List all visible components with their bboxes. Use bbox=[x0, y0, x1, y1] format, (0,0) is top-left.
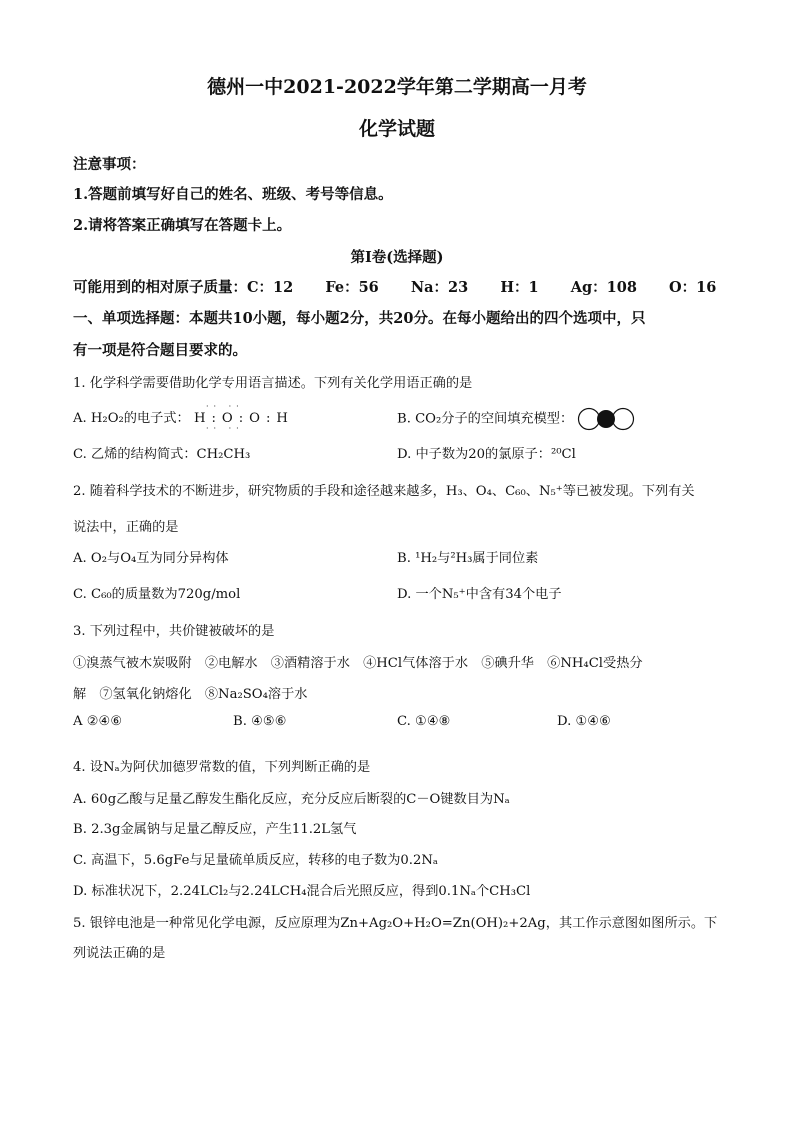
q3-option-c: C. ①④⑧ bbox=[397, 714, 451, 729]
q2-option-c: C. C₆₀的质量数为720g/mol bbox=[73, 587, 241, 602]
q5-stem-1: 5. 银锌电池是一种常见化学电源，反应原理为Zn+Ag₂O+H₂O=Zn(OH)₂+2Ag，其工作示意图如图所示。下 bbox=[73, 916, 718, 931]
q5-stem-2: 列说法正确的是 bbox=[73, 946, 166, 961]
subject-title: 化学试题 bbox=[358, 118, 435, 140]
section-instructions-2: 有一项是符合题目要求的。 bbox=[73, 342, 247, 359]
q3-items-2: 解 ⑦氢氧化钠熔化 ⑧Na₂SO₄溶于水 bbox=[73, 687, 308, 702]
q4-option-d: D. 标准状况下，2.24LCl₂与2.24LCH₄混合后光照反应，得到0.1Nₐ个CH₃Cl bbox=[73, 884, 531, 899]
notice-item-1: 1.答题前填写好自己的姓名、班级、考号等信息。 bbox=[73, 186, 393, 203]
q2-option-a: A. O₂与O₄互为同分异构体 bbox=[73, 551, 229, 566]
notice-heading: 注意事项： bbox=[73, 156, 146, 173]
q2-stem-1: 2. 随着科学技术的不断进步，研究物质的手段和途径越来越多，H₃、O₄、C₆₀、N₅⁺等已被发现。下列有关 bbox=[73, 484, 695, 499]
section-title: 第I卷(选择题) bbox=[350, 249, 444, 266]
q4-option-c: C. 高温下，5.6gFe与足量硫单质反应，转移的电子数为0.2Nₐ bbox=[73, 853, 438, 868]
q1-option-b: B. CO₂分子的空间填充模型： bbox=[397, 407, 635, 431]
q3-option-a: A ②④⑥ bbox=[73, 714, 123, 729]
q4-stem: 4. 设Nₐ为阿伏加德罗常数的值，下列判断正确的是 bbox=[73, 760, 371, 775]
q1-stem: 1. 化学科学需要借助化学专用语言描述。下列有关化学用语正确的是 bbox=[73, 376, 473, 391]
q1-option-a: A. H₂O₂的电子式： ·· ·· H:O:O:H ·· ·· bbox=[73, 402, 294, 433]
q2-option-d: D. 一个N₅⁺中含有34个电子 bbox=[397, 587, 562, 602]
mass-h: H：1 bbox=[500, 279, 539, 296]
notice-item-2: 2.请将答案正确填写在答题卡上。 bbox=[73, 217, 292, 234]
section-instructions-1: 一、单项选择题：本题共10小题，每小题2分，共20分。在每小题给出的四个选项中，只 bbox=[73, 310, 646, 327]
q3-items-1: ①溴蒸气被木炭吸附 ②电解水 ③酒精溶于水 ④HCl气体溶于水 ⑤碘升华 ⑥NH₄Cl受热分 bbox=[73, 656, 643, 671]
atomic-masses bbox=[73, 276, 716, 297]
mass-c: 可能用到的相对原子质量：C：12 bbox=[73, 279, 294, 296]
mass-fe: Fe：56 bbox=[325, 279, 379, 296]
h2o2-lewis-structure: ·· ·· H:O:O:H ·· ·· bbox=[193, 402, 294, 433]
co2-space-filling-model-icon bbox=[577, 407, 635, 431]
q3-option-d: D. ①④⑥ bbox=[557, 714, 611, 729]
mass-na: Na：23 bbox=[410, 279, 469, 296]
q3-stem: 3. 下列过程中，共价键被破坏的是 bbox=[73, 624, 275, 639]
q1-option-c: C. 乙烯的结构简式：CH₂CH₃ bbox=[73, 447, 251, 462]
mass-ag: Ag：108 bbox=[570, 279, 637, 296]
mass-o: O：16 bbox=[669, 279, 717, 296]
exam-title: 德州一中2021-2022学年第二学期高一月考 bbox=[207, 76, 587, 98]
q1-option-d: D. 中子数为20的氯原子：²⁰Cl bbox=[397, 447, 576, 462]
q2-stem-2: 说法中，正确的是 bbox=[73, 520, 179, 535]
q2-option-b: B. ¹H₂与²H₃属于同位素 bbox=[397, 551, 539, 566]
q4-option-a: A. 60g乙酸与足量乙醇发生酯化反应，充分反应后断裂的C－O键数目为Nₐ bbox=[73, 792, 510, 807]
q4-option-b: B. 2.3g金属钠与足量乙醇反应，产生11.2L氢气 bbox=[73, 822, 357, 837]
q3-option-b: B. ④⑤⑥ bbox=[233, 714, 287, 729]
